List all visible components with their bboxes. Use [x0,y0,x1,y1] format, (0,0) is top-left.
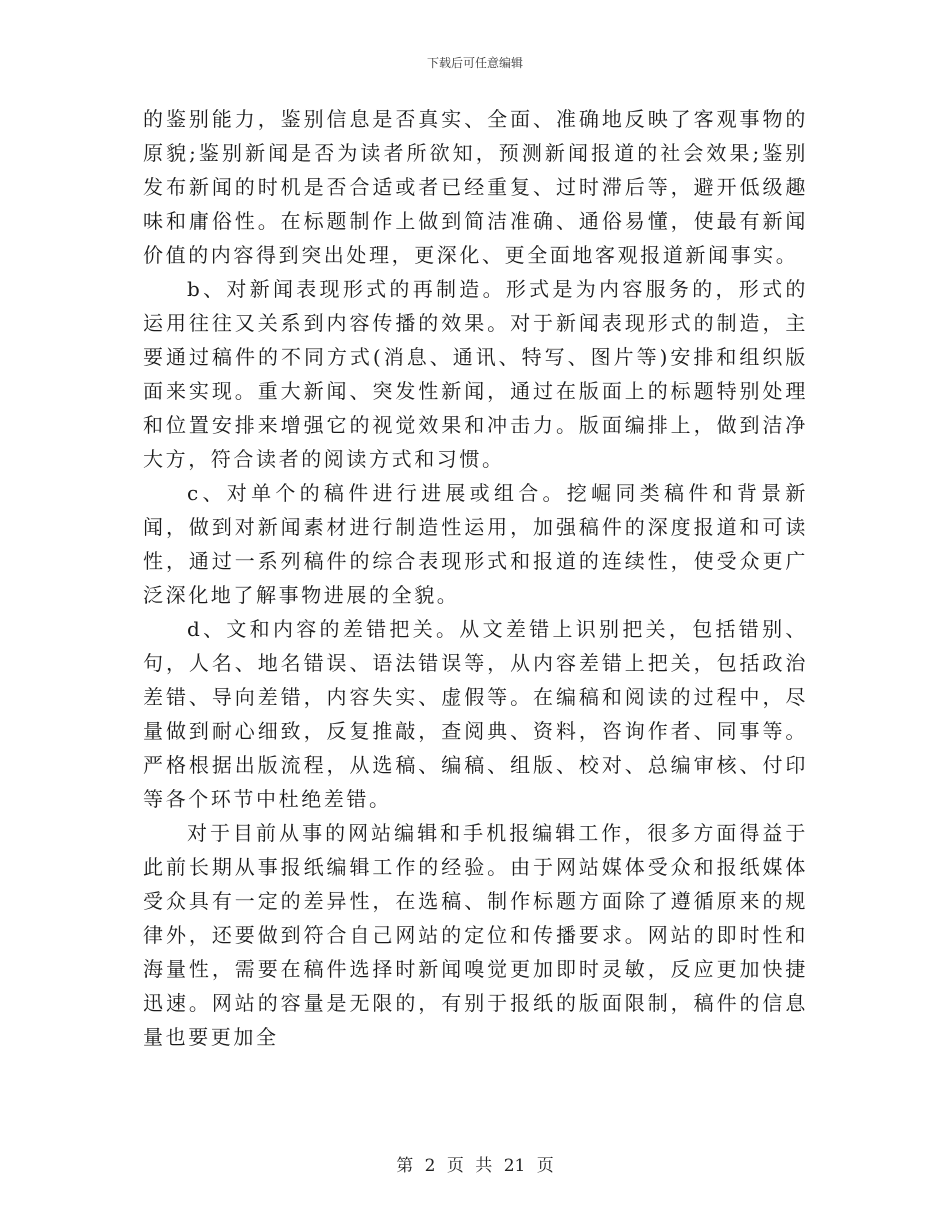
document-body [143,102,808,1054]
paragraph-website-editing: 对于目前从事的网站编辑和手机报编辑工作，很多方面得益于此前长期从事报纸编辑工作的经验。由于网站媒体受众和报纸媒体受众具有一定的差异性，在选稿、制作标题方面除了遵循原来的规律外，还要做到符合自己网站的定位和传播要求。网站的即时性和海量性，需要在稿件选择时新闻嗅觉更加即时灵敏，反应更加快捷迅速。网站的容量是无限的，有别于报纸的版面限制，稿件的信息量也要更加全 [143,821,808,1049]
paragraph-c: c、对单个的稿件进行进展或组合。挖崛同类稿件和背景新闻，做到对新闻素材进行制造性运用，加强稿件的深度报道和可读性，通过一系列稿件的综合表现形式和报道的连续性，使受众更广泛深化地了解事物进展的全貌。 [143,481,808,607]
page-header: 下载后可任意编辑 [426,56,523,70]
paragraph-b: b、对新闻表现形式的再制造。形式是为内容服务的，形式的运用往往又关系到内容传播的效果。对于新闻表现形式的制造，主要通过稿件的不同方式(消息、通讯、特写、图片等)安排和组织版面来实现。重大新闻、突发性新闻，通过在版面上的标题特别处理和位置安排来增强它的视觉效果和冲击力。版面编排上，做到洁净大方，符合读者的阅读方式和习惯。 [143,277,808,471]
paragraph-d: d、文和内容的差错把关。从文差错上识别把关，包括错别、句，人名、地名错误、语法错误等，从内容差错上把关，包括政治差错、导向差错，内容失实、虚假等。在编稿和阅读的过程中，尽量做到耐心细致，反复推敲，查阅典、资料，咨询作者、同事等。严格根据出版流程，从选稿、编稿、组版、校对、总编审核、付印等各个环节中杜绝差错。 [143,617,808,811]
page-number-footer: 第 2 页 共 21 页 [396,1156,554,1176]
paragraph-continuation: 的鉴别能力，鉴别信息是否真实、全面、准确地反映了客观事物的原貌;鉴别新闻是否为读者所欲知，预测新闻报道的社会效果;鉴别发布新闻的时机是否合适或者已经重复、过时滞后等，避开低级趣味和庸俗性。在标题制作上做到简洁准确、通俗易懂，使最有新闻价值的内容得到突出处理，更深化、更全面地客观报道新闻事实。 [143,107,808,267]
